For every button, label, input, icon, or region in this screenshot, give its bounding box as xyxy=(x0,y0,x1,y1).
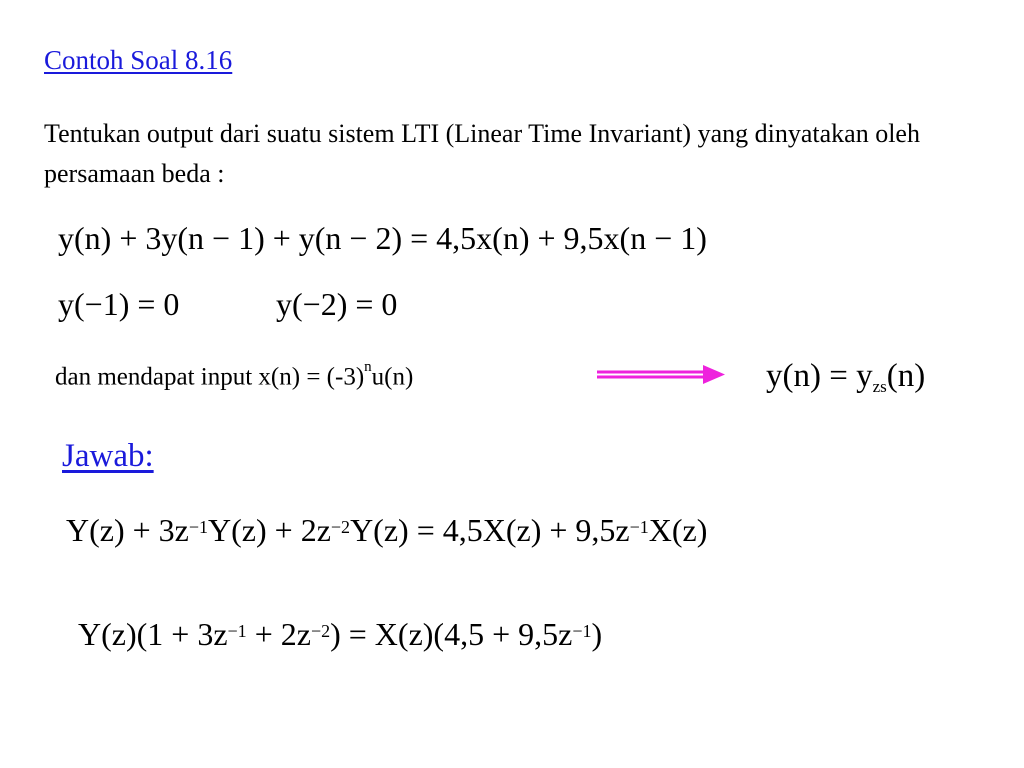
z-transform-equation xyxy=(66,512,707,549)
answer-heading: Jawab: xyxy=(62,438,154,474)
output-expression xyxy=(766,358,925,397)
z-fact-part: + 2z xyxy=(246,616,311,652)
z-fact-part: ) xyxy=(591,616,603,652)
z-fact-exponent: −1 xyxy=(227,621,247,641)
z-fact-exponent: −1 xyxy=(572,621,592,641)
z-eq-exponent: −2 xyxy=(330,517,351,537)
z-eq-part: Y(z) + 3z xyxy=(66,512,189,548)
output-subscript: zs xyxy=(872,377,887,396)
z-fact-exponent: −2 xyxy=(310,621,331,641)
input-exponent: n xyxy=(364,359,372,375)
initial-condition-1: y(−1) = 0 xyxy=(58,286,180,322)
difference-equation: y(n) + 3y(n − 1) + y(n − 2) = 4,5x(n) + 9,5x(n − 1) xyxy=(58,220,707,256)
input-text-after: u(n) xyxy=(371,363,414,391)
initial-condition-2: y(−2) = 0 xyxy=(276,286,398,322)
output-left: y(n) = y xyxy=(766,358,873,394)
input-text-before: dan mendapat input x(n) = (-3) xyxy=(55,363,365,391)
z-eq-exponent: −1 xyxy=(188,517,209,537)
z-eq-exponent: −1 xyxy=(629,517,649,537)
z-eq-part: Y(z) = 4,5X(z) + 9,5z xyxy=(350,512,630,548)
input-statement xyxy=(55,359,414,391)
z-fact-part: Y(z)(1 + 3z xyxy=(78,616,228,652)
slide-title: Contoh Soal 8.16 xyxy=(44,45,233,75)
z-eq-part: Y(z) + 2z xyxy=(208,512,331,548)
problem-statement: Tentukan output dari suatu sistem LTI (Linear Time Invariant) yang dinyatakan oleh persamaan beda : xyxy=(44,119,920,188)
z-eq-part: X(z) xyxy=(648,512,708,548)
z-fact-part: ) = X(z)(4,5 + 9,5z xyxy=(330,616,573,652)
factored-equation xyxy=(78,616,602,653)
output-right: (n) xyxy=(886,358,926,394)
arrow-right-icon xyxy=(597,364,727,386)
